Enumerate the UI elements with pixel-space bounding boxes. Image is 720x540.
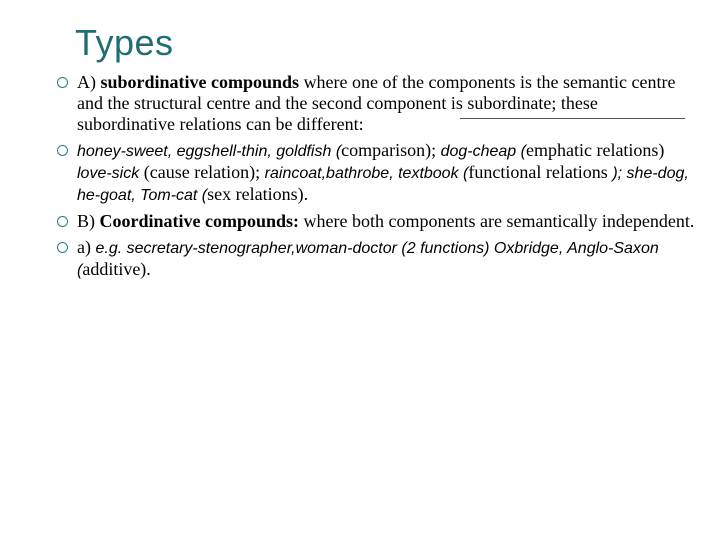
bullet-item-coordinative bbox=[55, 211, 695, 232]
text-segment: (cause relation); bbox=[139, 162, 265, 182]
text-segment: functional relations bbox=[468, 162, 613, 182]
text-segment: dog-cheap ( bbox=[436, 143, 526, 160]
bullet-circle-icon bbox=[57, 242, 68, 253]
bullet-text bbox=[77, 237, 695, 281]
text-segment: where one of the components is the semantic centre and the structural centre and the second component is subordinate; these subordinative relations can be different: bbox=[77, 72, 676, 134]
text-segment: e.g. secretary-stenographer,woman-doctor (2 functions) Oxbridge, Anglo-Saxon ( bbox=[77, 240, 659, 279]
bullet-list bbox=[55, 72, 695, 286]
bullet-text bbox=[77, 211, 695, 232]
text-segment: sex relations). bbox=[207, 184, 309, 204]
bullet-circle-icon bbox=[57, 216, 68, 227]
bullet-item-additive bbox=[55, 237, 695, 281]
bullet-text bbox=[77, 140, 695, 206]
text-segment: additive). bbox=[82, 259, 151, 279]
text-segment: A) bbox=[77, 72, 101, 92]
text-segment: comparison); bbox=[341, 140, 437, 160]
text-segment: where both components are semantically independent. bbox=[299, 211, 695, 231]
text-segment: a) bbox=[77, 237, 96, 257]
bullet-circle-icon bbox=[57, 77, 68, 88]
text-segment: love-sick bbox=[77, 165, 140, 182]
bullet-item-examples bbox=[55, 140, 695, 206]
text-segment: raincoat,bathrobe, textbook ( bbox=[264, 165, 469, 182]
text-segment: ); she-dog, he-goat, Tom-cat ( bbox=[77, 165, 689, 204]
bullet-circle-icon bbox=[57, 145, 68, 156]
text-segment: Coordinative compounds: bbox=[99, 211, 300, 231]
text-segment: B) bbox=[77, 211, 100, 231]
slide-title: Types bbox=[75, 22, 174, 63]
text-segment: subordinative compounds bbox=[100, 72, 300, 92]
bullet-text bbox=[77, 72, 695, 135]
bullet-item-subordinative bbox=[55, 72, 695, 135]
text-segment: emphatic relations) bbox=[525, 140, 665, 160]
text-segment: honey-sweet, eggshell-thin, goldfish ( bbox=[77, 143, 342, 160]
